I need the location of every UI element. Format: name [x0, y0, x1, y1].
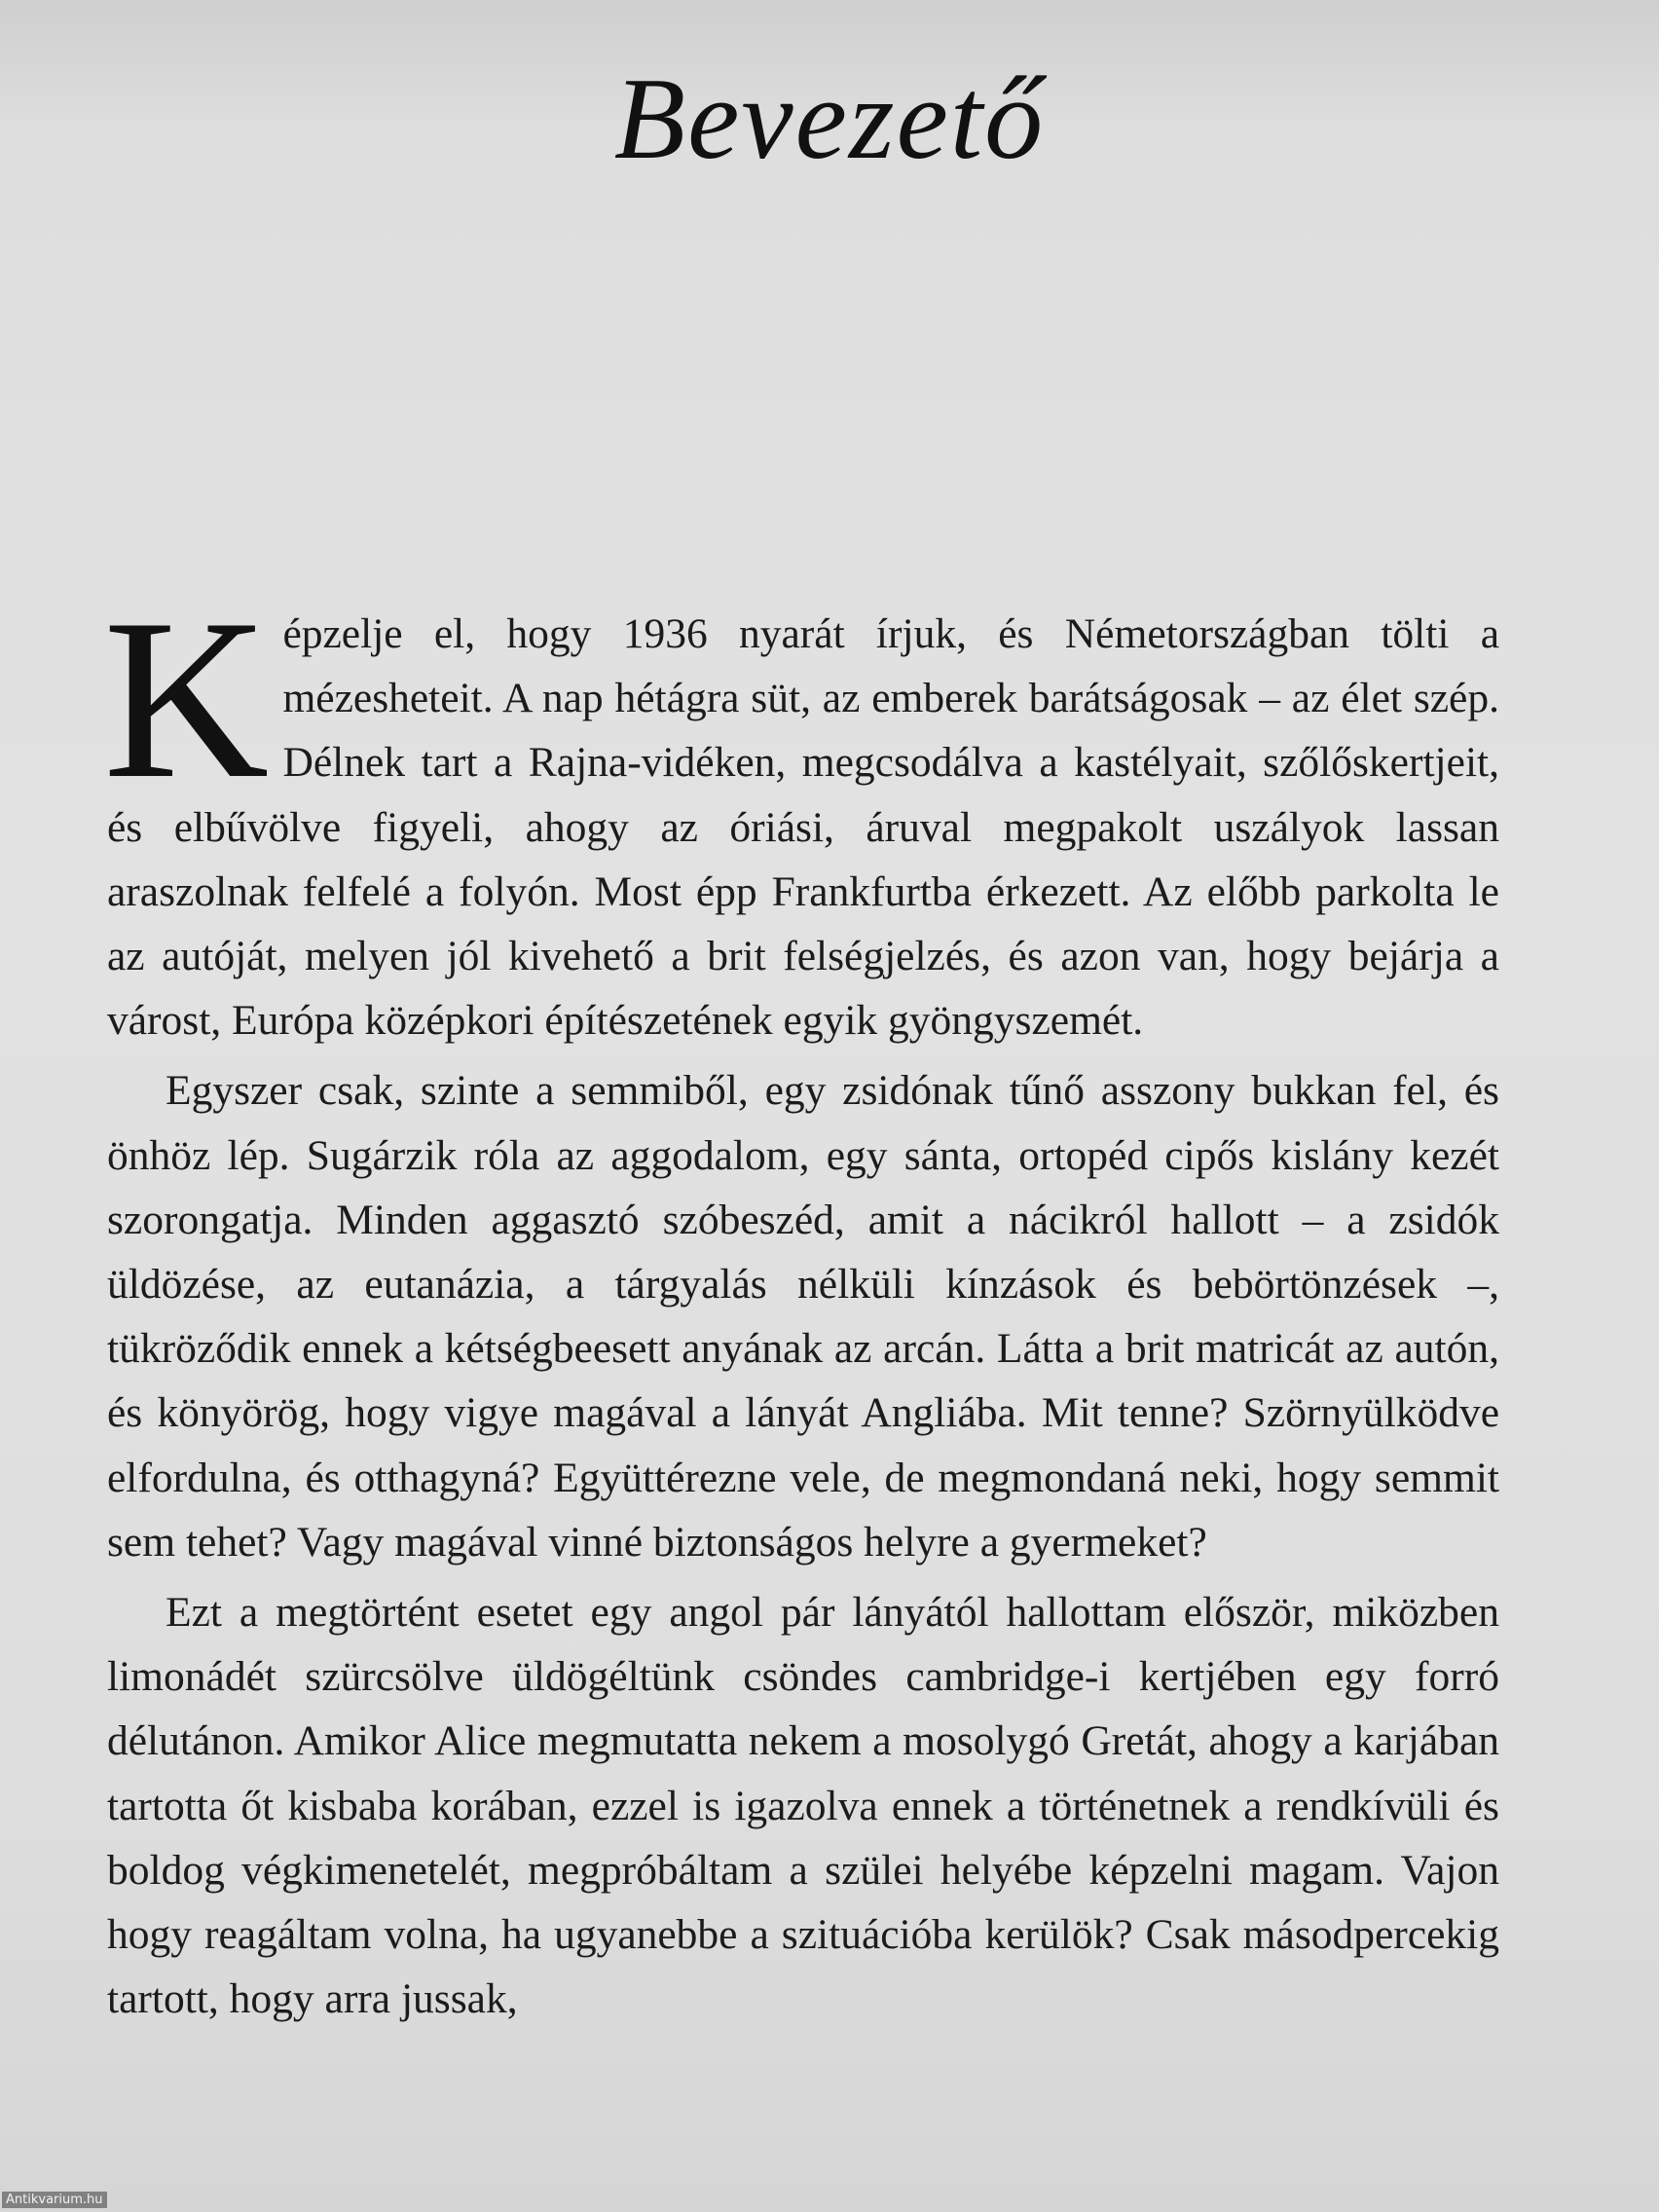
- chapter-title: Bevezető: [613, 54, 1046, 183]
- paragraph-3: Ezt a megtörtént esetet egy angol pár lányától hallottam először, miközben limonádét szürcsölve üldögéltünk csöndes cambridge-i kertjében egy forró délutánon. Amikor Alice megmutatta nekem a mosolygó Gretát, ahogy a karjában tartotta őt kisbaba korában, ezzel is igazolva ennek a történetnek a rendkívüli és boldog végkimenetelét, megpróbáltam a szülei helyébe képzelni magam. Vajon hogy reagáltam volna, ha ugyanebbe a szituációba kerülök? Csak másodpercekig tartott, hogy arra jussak,: [107, 1589, 1499, 2023]
- paragraph-1-text: épzelje el, hogy 1936 nyarát írjuk, és Németországban tölti a mézesheteit. A nap hétágra süt, az emberek barátságosak – az élet szép. Délnek tart a Rajna-vidéken, megcsodálva a kastélyait, szőlőskertjeit, és elbűvölve figyeli, ahogy az óriási, áruval megpakolt uszályok lassan araszolnak felfelé a folyón. Most épp Frankfurtba érkezett. Az előbb parkolta le az autóját, melyen jól kivehető a brit felségjelzés, és azon van, hogy bejárja a várost, Európa középkori építészetének egyik gyöngyszemét.: [107, 610, 1499, 1045]
- paragraph-2: Egyszer csak, szinte a semmiből, egy zsidónak tűnő asszony bukkan fel, és önhöz lép. Sugárzik róla az aggodalom, egy sánta, ortopéd cipős kislány kezét szorongatja. Minden aggasztó szóbeszéd, amit a nácikról hallott – a zsidók üldözése, az eutanázia, a tárgyalás nélküli kínzások és bebörtönzések –, tükröződik ennek a kétségbeesett anyának az arcán. Látta a brit matricát az autón, és könyörög, hogy vigye magával a lányát Angliába. Mit tenne? Szörnyülködve elfordulna, és otthagyná? Együttérezne vele, de megmondaná neki, hogy semmit sem tehet? Vagy magával vinné biztonságos helyre a gyermeket?: [107, 1067, 1499, 1566]
- paragraph-1: [103, 572, 1499, 1052]
- chapter-body: [103, 572, 1499, 2031]
- drop-cap: K: [103, 572, 270, 827]
- watermark: Antikvarium.hu: [2, 2192, 107, 2208]
